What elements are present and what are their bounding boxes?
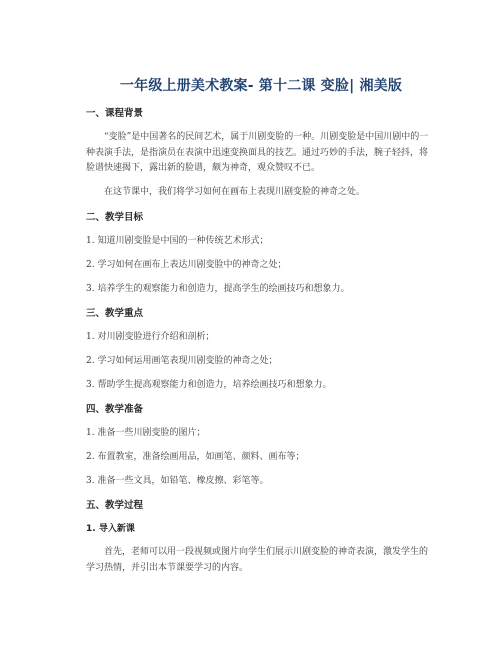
background-paragraph: 在这节课中，我们将学习如何在画布上表现川剧变脸的神奇之处。 (104, 186, 366, 197)
section-heading-objectives: 二、教学目标 (86, 212, 144, 223)
preparation-item: 1. 准备一些川剧变脸的图片； (86, 428, 206, 438)
objective-item: 2. 学习如何在画布上表达川剧变脸中的神奇之处； (86, 260, 287, 270)
background-paragraph: “变脸”是中国著名的民间艺术，属于川剧变脸的一种。川剧变脸是中国川剧中的一种表演手法，是指演员在表演中迅速变换面具的技艺。通过巧妙的手法，腕子轻抖，将脸谱快速揭下，露出新的脸谱，颇为神奇，观众赞叹不已。 (86, 132, 429, 173)
process-paragraph: 首先，老师可以用一段视频或图片向学生们展示川剧变脸的神奇表演，激发学生的学习热情，并引出本节课要学习的内容。 (86, 547, 429, 573)
section-heading-background: 一、课程背景 (86, 108, 144, 119)
objective-item: 1. 知道川剧变脸是中国的一种传统艺术形式； (86, 236, 269, 246)
document-title: 一年级上册美术教案- 第十二课 变脸| 湘美版 (119, 78, 403, 94)
process-subheading: 1. 导入新课 (86, 524, 135, 534)
preparation-item: 2. 布置教室，准备绘画用品，如画笔、颜料、画布等； (86, 452, 305, 462)
key-point-item: 2. 学习如何运用画笔表现川剧变脸的神奇之处； (86, 356, 278, 366)
objective-item: 3. 培养学生的观察能力和创造力，提高学生的绘画技巧和想象力。 (86, 284, 350, 294)
section-heading-process: 五、教学过程 (86, 500, 144, 511)
section-heading-preparation: 四、教学准备 (86, 404, 144, 415)
key-point-item: 3. 帮助学生提高观察能力和创造力，培养绘画技巧和想象力。 (86, 380, 332, 390)
section-heading-key-points: 三、教学重点 (86, 308, 144, 319)
key-point-item: 1. 对川剧变脸进行介绍和剖析； (86, 332, 215, 342)
preparation-item: 3. 准备一些文具，如铅笔、橡皮擦、彩笔等。 (86, 476, 269, 486)
